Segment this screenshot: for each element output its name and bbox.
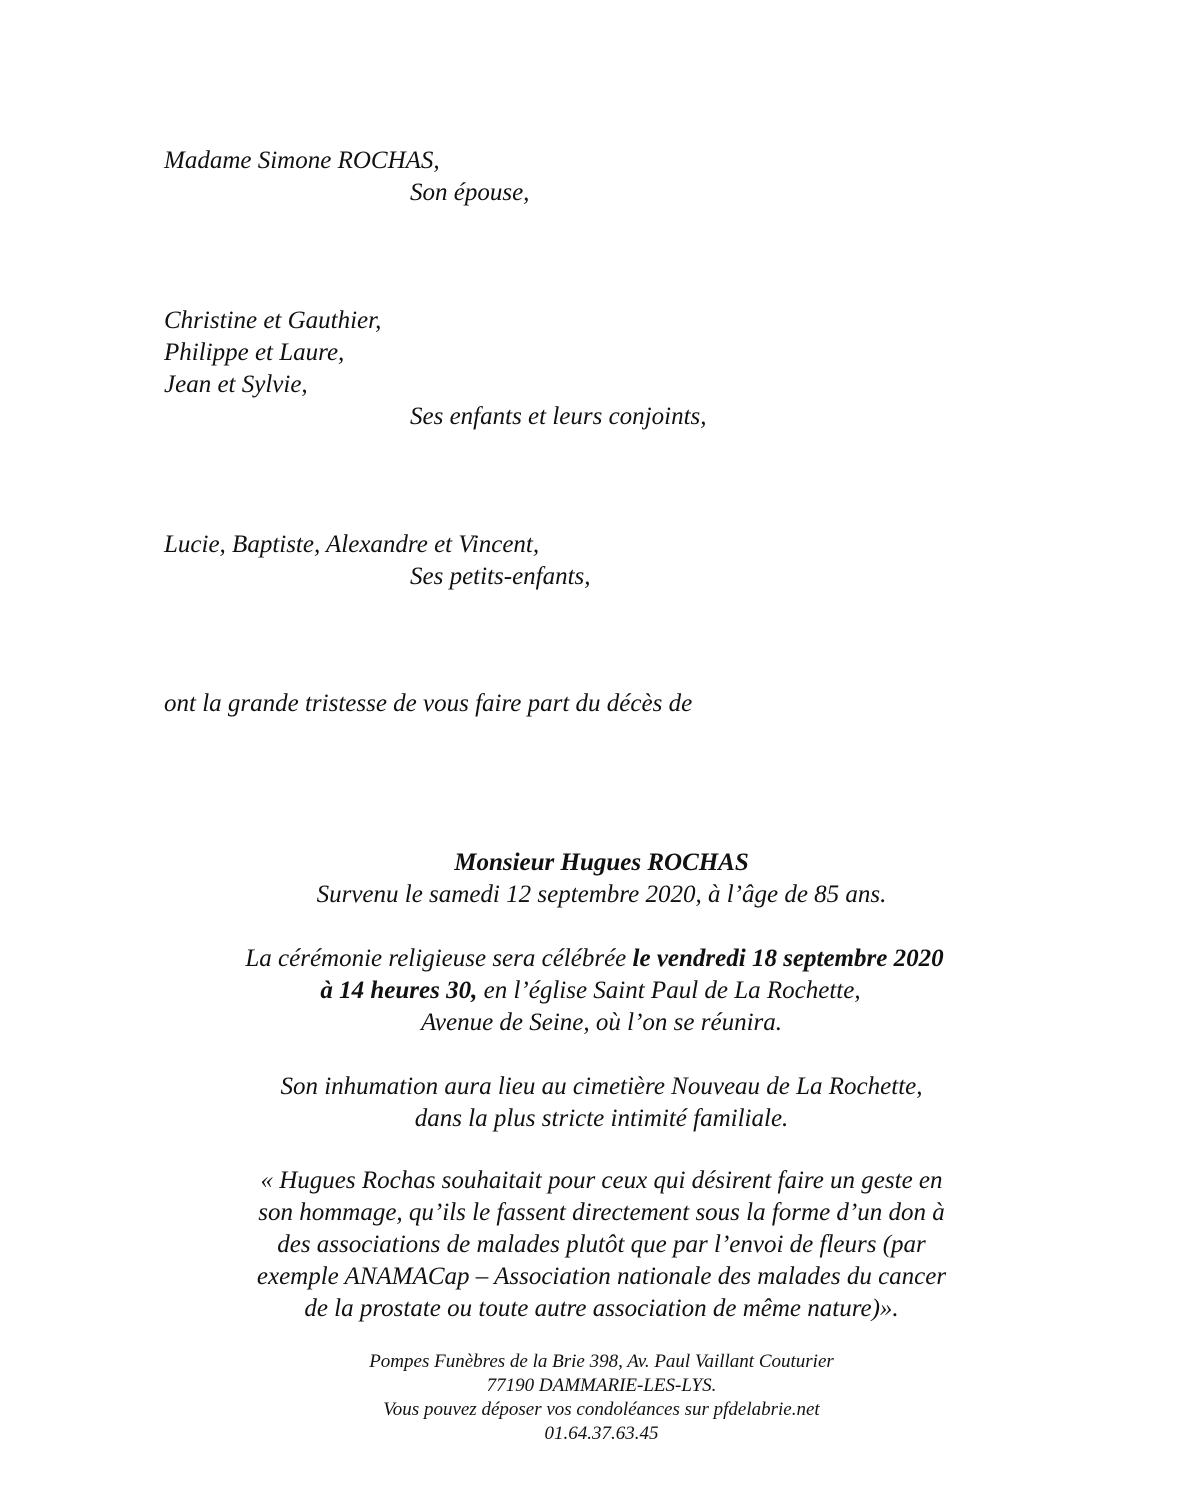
ceremony-time: à 14 heures 30,: [320, 977, 478, 1004]
burial-line-1: Son inhumation aura lieu au cimetière Nouveau de La Rochette,: [280, 1073, 923, 1100]
ceremony-line-1: [0, 943, 1181, 975]
ceremony-place: en l’église Saint Paul de La Rochette,: [477, 977, 861, 1004]
footer-line: Vous pouvez déposer vos condoléances sur pfdelabrie.net: [383, 1399, 820, 1420]
deceased-details: Survenu le samedi 12 septembre 2020, à l’âge de 85 ans.: [316, 881, 887, 908]
ceremony-date: le vendredi 18 septembre 2020: [632, 945, 944, 972]
footer-line: 77190 DAMMARIE-LES-LYS.: [486, 1375, 717, 1396]
announcement-text: ont la grande tristesse de vous faire part du décès de: [164, 690, 693, 717]
wish-line: des associations de malades plutôt que par l’envoi de fleurs (par: [277, 1231, 926, 1258]
children-line: Philippe et Laure,: [164, 339, 345, 366]
wish-line: de la prostate ou toute autre association de même nature)».: [304, 1295, 899, 1322]
footer-line: 01.64.37.63.45: [544, 1423, 659, 1444]
ceremony-intro: La cérémonie religieuse sera célébrée: [245, 945, 633, 972]
children-line: Jean et Sylvie,: [164, 371, 308, 398]
deceased-name: Monsieur Hugues ROCHAS: [454, 849, 749, 876]
children-line: Christine et Gauthier,: [164, 307, 382, 334]
wish-line: son hommage, qu’ils le fassent directement sous la forme d’un don à: [258, 1199, 945, 1226]
children-role: Ses enfants et leurs conjoints,: [410, 403, 707, 430]
burial-line-2: dans la plus stricte intimité familiale.: [414, 1105, 789, 1132]
grandchildren-names: Lucie, Baptiste, Alexandre et Vincent,: [164, 531, 540, 558]
spouse-name: Madame Simone ROCHAS,: [164, 147, 440, 174]
ceremony-address: Avenue de Seine, où l’on se réunira.: [420, 1009, 782, 1036]
footer-line: Pompes Funèbres de la Brie 398, Av. Paul Vaillant Couturier: [369, 1351, 834, 1372]
ceremony-line-2: [0, 975, 1181, 1007]
spouse-role: Son épouse,: [410, 179, 530, 206]
wish-line: « Hugues Rochas souhaitait pour ceux qui désirent faire un geste en: [260, 1167, 943, 1194]
grandchildren-role: Ses petits-enfants,: [410, 563, 591, 590]
wish-line: exemple ANAMACap – Association nationale des malades du cancer: [256, 1263, 947, 1290]
